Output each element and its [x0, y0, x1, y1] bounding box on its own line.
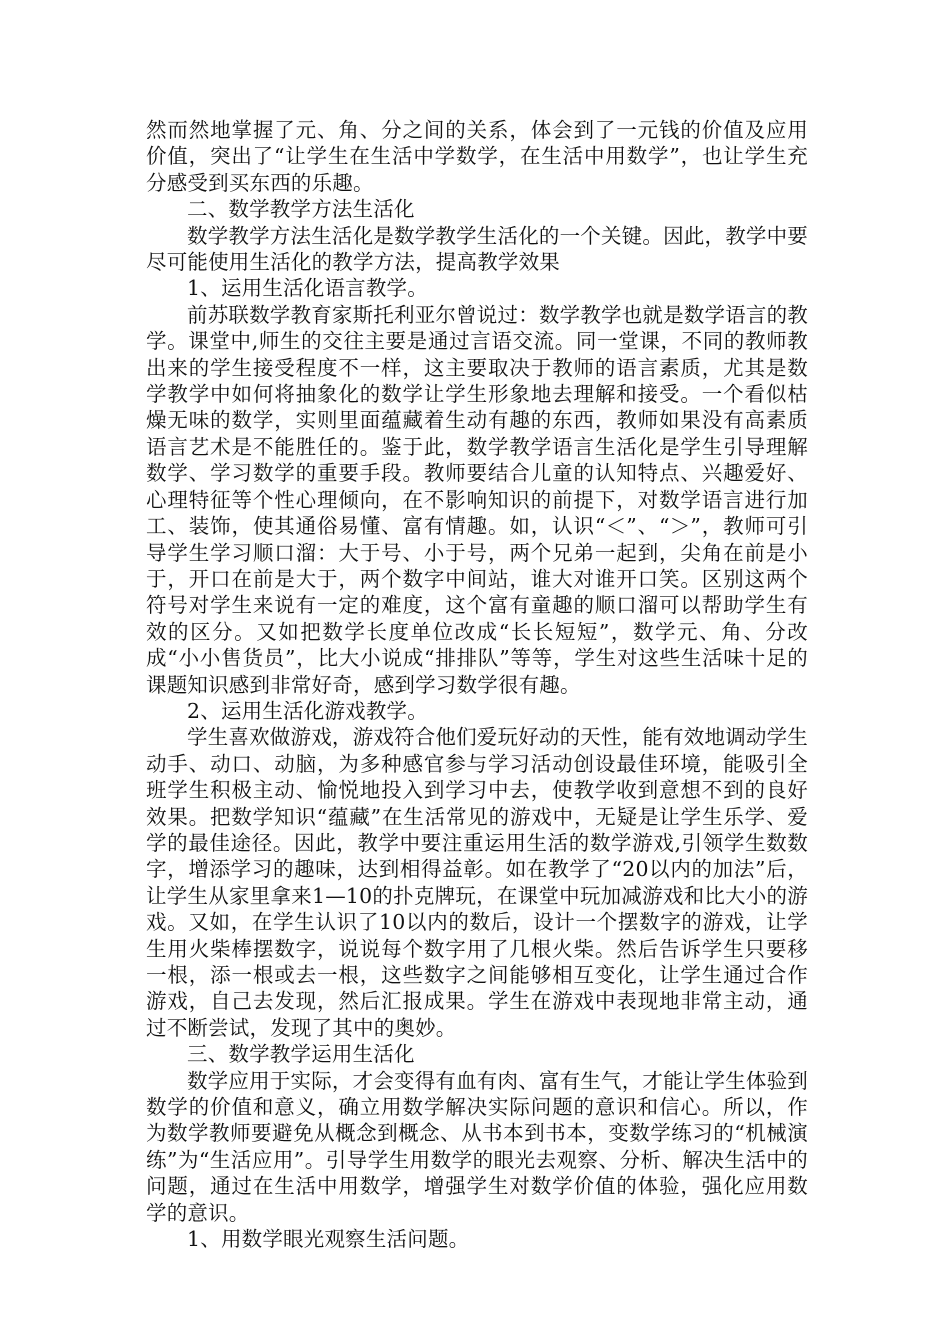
section-heading-methods: 二、数学教学方法生活化: [187, 197, 415, 222]
subheading-observe-life: 1、用数学眼光观察生活问题。: [187, 1227, 470, 1252]
paragraph-application: 数学应用于实际，才会变得有血有肉、富有生气，才能让学生体验到数学的价值和意义，确立用数学解决实际问题的意识和信心。所以，作为数学教师要避免从概念到概念、从书本到书本，变数学练习的“机械演练”为“生活应用”。引导学生用数学的眼光去观察、分析、解决生活中的问题，通过在生活中用数学，增强学生对数学价值的体验，强化应用数学的意识。: [146, 1068, 808, 1225]
section-heading-application: 三、数学教学运用生活化: [187, 1042, 415, 1067]
subheading-language-teaching: 1、运用生活化语言教学。: [187, 276, 428, 301]
paragraph-methods-intro: 数学教学方法生活化是数学教学生活化的一个关键。因此，教学中要尽可能使用生活化的教学方法，提高教学效果: [146, 223, 808, 275]
paragraph-language-teaching: 前苏联数学教育家斯托利亚尔曾说过：数学教学也就是数学语言的教学。课堂中,师生的交往主要是通过言语交流。同一堂课，不同的教师教出来的学生接受程度不一样，这主要取决于教师的语言素质，尤其是数学教学中如何将抽象化的数学让学生形象地去理解和接受。一个看似枯燥无味的数学，实则里面蕴藏着生动有趣的东西，教师如果没有高素质语言艺术是不能胜任的。鉴于此，数学教学语言生活化是学生引导理解数学、学习数学的重要手段。教师要结合儿童的认知特点、兴趣爱好、心理特征等个性心理倾向，在不影响知识的前提下，对数学语言进行加工、装饰，使其通俗易懂、富有情趣。如，认识“＜”、“＞”，教师可引导学生学习顺口溜：大于号、小于号，两个兄弟一起到，尖角在前是小于，开口在前是大于，两个数字中间站，谁大对谁开口笑。区别这两个符号对学生来说有一定的难度，这个富有童趣的顺口溜可以帮助学生有效的区分。又如把数学长度单位改成“长长短短”，数学元、角、分改成“小小售货员”，比大小说成“排排队”等等，学生对这些生活味十足的课题知识感到非常好奇，感到学习数学很有趣。: [146, 302, 808, 697]
document-body: [146, 117, 808, 1252]
subheading-game-teaching: 2、运用生活化游戏教学。: [187, 698, 428, 723]
paragraph-game-teaching: 学生喜欢做游戏，游戏符合他们爱玩好动的天性，能有效地调动学生动手、动口、动脑，为多种感官参与学习活动创设最佳环境，能吸引全班学生积极主动、愉悦地投入到学习中去，使教学收到意想不到的良好效果。把数学知识“蕴藏”在生活常见的游戏中，无疑是让学生乐学、爱学的最佳途径。因此，教学中要注重运用生活的数学游戏,引领学生数数字，增添学习的趣味，达到相得益彰。如在教学了“20以内的加法”后，让学生从家里拿来1—10的扑克牌玩，在课堂中玩加减游戏和比大小的游戏。又如，在学生认识了10以内的数后，设计一个摆数字的游戏，让学生用火柴棒摆数字，说说每个数字用了几根火柴。然后告诉学生只要移一根，添一根或去一根，这些数字之间能够相互变化，让学生通过合作游戏，自己去发现，然后汇报成果。学生在游戏中表现地非常主动，通过不断尝试，发现了其中的奥妙。: [146, 725, 808, 1040]
paragraph-continuation: 然而然地掌握了元、角、分之间的关系，体会到了一元钱的价值及应用价值，突出了“让学生在生活中学数学，在生活中用数学”，也让学生充分感受到买东西的乐趣。: [146, 118, 808, 195]
